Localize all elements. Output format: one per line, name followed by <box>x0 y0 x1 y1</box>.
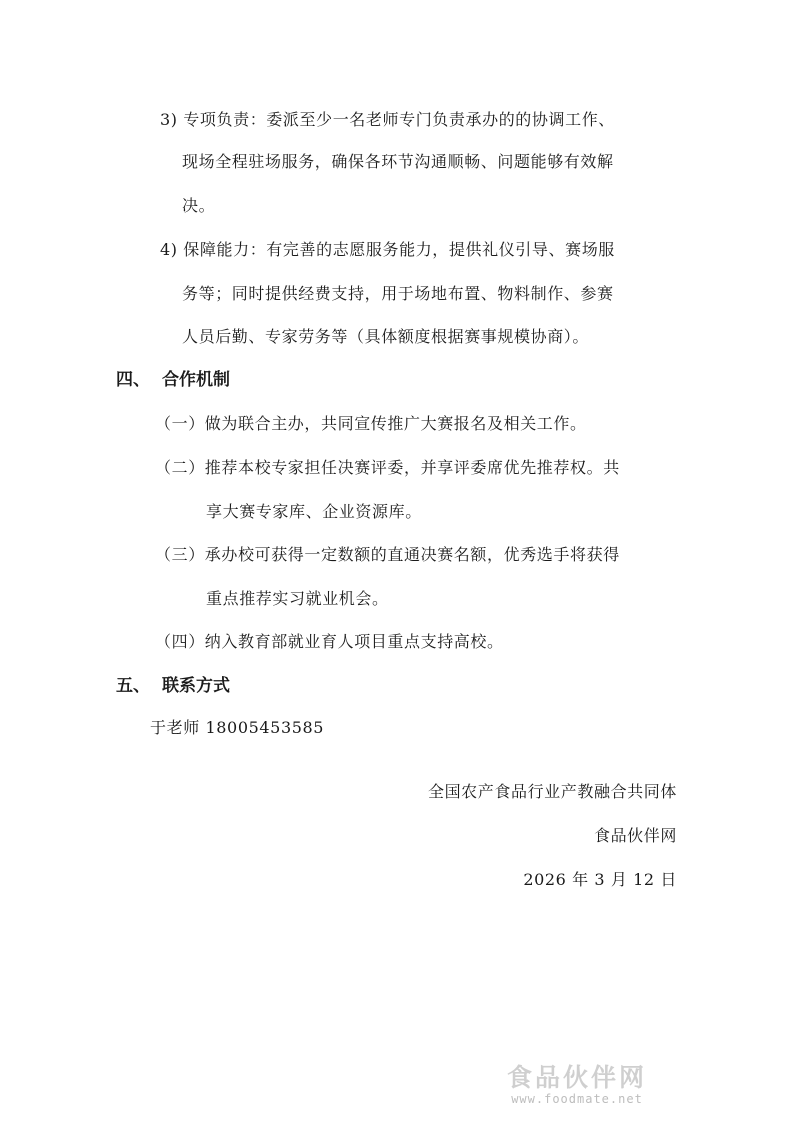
section-5-number: 五、 <box>116 676 150 696</box>
item-4-line-2: 务等；同时提供经费支持，用于场地布置、物料制作、参赛 <box>182 284 614 303</box>
watermark <box>497 1064 657 1106</box>
section-5-heading <box>116 675 230 697</box>
cooperation-item-1: （一）做为联合主办，共同宣传推广大赛报名及相关工作。 <box>155 414 587 433</box>
item-4-line-3: 人员后勤、专家劳务等（具体额度根据赛事规模协商）。 <box>182 327 590 346</box>
signature-org-1: 全国农产食品行业产教融合共同体 <box>427 782 677 801</box>
item-3-line-3: 决。 <box>182 196 216 215</box>
cooperation-item-2-line-1: （二）推荐本校专家担任决赛评委，并享评委席优先推荐权。共 <box>155 458 620 477</box>
cooperation-item-4: （四）纳入教育部就业育人项目重点支持高校。 <box>155 632 504 651</box>
section-4-heading <box>116 369 230 391</box>
cooperation-item-3-line-2: 重点推荐实习就业机会。 <box>206 589 389 608</box>
section-4-title: 合作机制 <box>162 370 230 390</box>
cooperation-item-2-line-2: 享大赛专家库、企业资源库。 <box>206 502 422 521</box>
cooperation-item-3-line-1: （三）承办校可获得一定数额的直通决赛名额，优秀选手将获得 <box>155 545 620 564</box>
item-3-line-1: 3) 专项负责：委派至少一名老师专门负责承办的的协调工作、 <box>160 110 615 129</box>
item-4-line-1: 4) 保障能力：有完善的志愿服务能力，提供礼仪引导、赛场服 <box>160 240 615 259</box>
watermark-brand: 食品伙伴网 <box>506 1063 647 1092</box>
section-5-title: 联系方式 <box>162 676 230 696</box>
item-3-line-2: 现场全程驻场服务，确保各环节沟通顺畅、问题能够有效解 <box>182 152 614 171</box>
watermark-url: www.foodmate.net <box>511 1092 643 1106</box>
signature-org-2: 食品伙伴网 <box>593 826 677 845</box>
signature-date: 2026 年 3 月 12 日 <box>523 870 677 889</box>
contact-line: 于老师 18005453585 <box>150 718 325 737</box>
section-4-number: 四、 <box>116 370 150 390</box>
